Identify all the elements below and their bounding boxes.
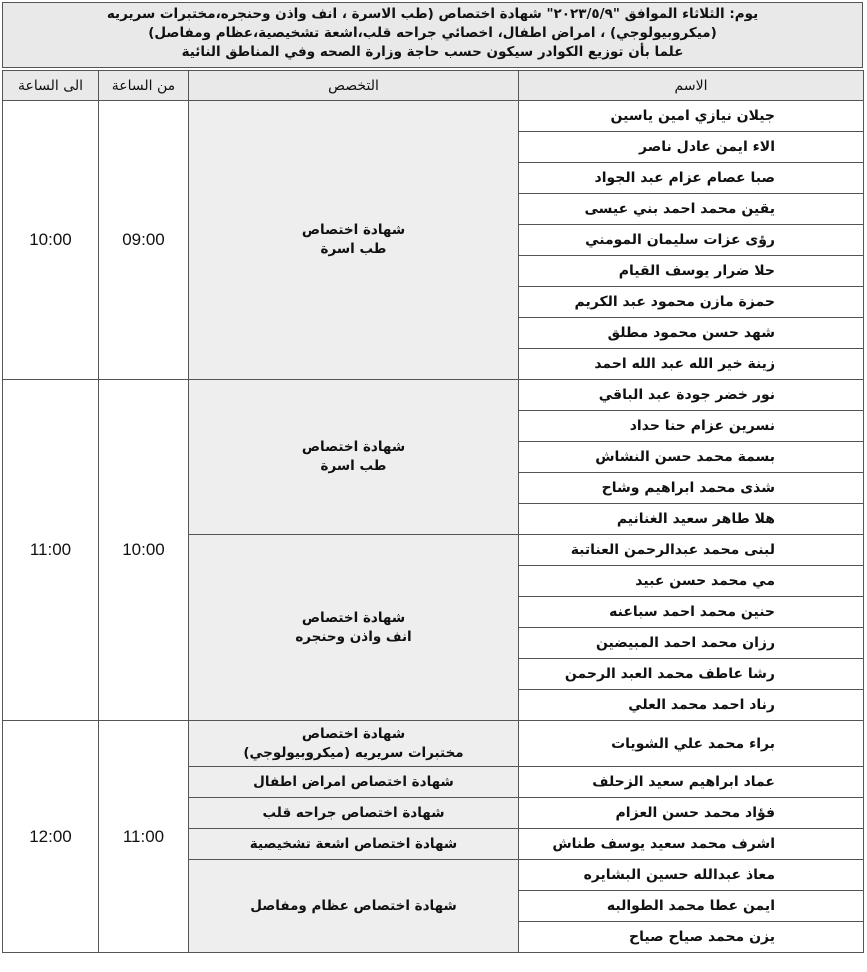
person-name: رؤى عزات سليمان المومني: [519, 225, 864, 256]
person-name: شهد حسن محمود مطلق: [519, 318, 864, 349]
table-row: [3, 101, 864, 132]
person-name: زينة خير الله عبد الله احمد: [519, 349, 864, 380]
schedule-page: [2, 2, 865, 968]
specialty-line: شهادة اختصاص امراض اطفال: [253, 773, 454, 790]
person-name: شذى محمد ابراهيم وشاح: [519, 473, 864, 504]
specialty-line: شهادة اختصاص اشعة تشخيصية: [249, 835, 458, 852]
specialty-cell: [189, 101, 519, 380]
person-name: ايمن عطا محمد الطوالبه: [519, 891, 864, 922]
table-row: [3, 721, 864, 767]
person-name: رزان محمد احمد المبيضين: [519, 628, 864, 659]
person-name: معاذ عبدالله حسين البشايره: [519, 860, 864, 891]
time-from: 09:00: [99, 101, 189, 380]
specialty-line: شهادة اختصاص: [301, 725, 406, 742]
specialty-cell: [189, 829, 519, 860]
specialty-cell: [189, 860, 519, 953]
person-name: حلا ضرار يوسف القيام: [519, 256, 864, 287]
column-header-specialty: التخصص: [189, 71, 519, 101]
header-line-1: يوم: الثلاثاء الموافق "٢٠٢٣/٥/٩" شهادة اختصاص (طب الاسرة ، انف واذن وحنجره،مختبرات سريريه: [106, 6, 759, 22]
column-header-name: الاسم: [519, 71, 864, 101]
specialty-line: شهادة اختصاص جراحه قلب: [262, 804, 445, 821]
specialty-line: طب اسرة: [320, 241, 387, 257]
person-name: جيلان نيازي امين ياسين: [519, 101, 864, 132]
person-name: هلا طاهر سعيد الغنانيم: [519, 504, 864, 535]
time-from: 10:00: [99, 380, 189, 721]
table-header-row: [3, 71, 864, 101]
person-name: يقين محمد احمد بني عيسى: [519, 194, 864, 225]
column-header-to: الى الساعة: [3, 71, 99, 101]
specialty-line: انف واذن وحنجره: [295, 628, 412, 645]
specialty-line: شهادة اختصاص: [301, 609, 406, 626]
person-name: حنين محمد احمد سباعنه: [519, 597, 864, 628]
person-name: الاء ايمن عادل ناصر: [519, 132, 864, 163]
specialty-cell: [189, 535, 519, 721]
person-name: يزن محمد صياح صياح: [519, 922, 864, 953]
person-name: نور خضر جودة عبد الباقي: [519, 380, 864, 411]
specialty-line: شهادة اختصاص: [301, 222, 406, 238]
person-name: نسرين عزام حنا حداد: [519, 411, 864, 442]
person-name: صبا عصام عزام عبد الجواد: [519, 163, 864, 194]
specialty-line: مختبرات سريريه (ميكروبيولوجي): [243, 744, 464, 761]
header-line-3: علما بأن توزيع الكوادر سيكون حسب حاجة وزارة الصحه وفي المناطق النائية: [181, 44, 684, 60]
person-name: حمزة مازن محمود عبد الكريم: [519, 287, 864, 318]
header-line-2: (ميكروبيولوجي) ، امراض اطفال، اخصائي جراحه قلب،اشعة تشخيصية،عظام ومفاصل): [148, 25, 717, 41]
time-to: 11:00: [3, 380, 99, 721]
specialty-cell: [189, 380, 519, 535]
specialty-cell: [189, 721, 519, 767]
specialty-cell: [189, 798, 519, 829]
schedule-table: [2, 70, 864, 953]
time-to: 12:00: [3, 721, 99, 953]
person-name: بسمة محمد حسن النشاش: [519, 442, 864, 473]
person-name: لبنى محمد عبدالرحمن العناتبة: [519, 535, 864, 566]
specialty-line: شهادة اختصاص: [301, 439, 406, 455]
person-name: عماد ابراهيم سعيد الزحلف: [519, 767, 864, 798]
person-name: مي محمد حسن عبيد: [519, 566, 864, 597]
specialty-line: شهادة اختصاص عظام ومفاصل: [250, 897, 457, 914]
specialty-cell: [189, 767, 519, 798]
time-from: 11:00: [99, 721, 189, 953]
person-name: رناد احمد محمد العلي: [519, 690, 864, 721]
person-name: رشا عاطف محمد العبد الرحمن: [519, 659, 864, 690]
specialty-line: طب اسرة: [320, 458, 387, 474]
time-to: 10:00: [3, 101, 99, 380]
table-row: [3, 380, 864, 411]
person-name: براء محمد علي الشويات: [519, 721, 864, 767]
schedule-header: [2, 2, 863, 68]
person-name: فؤاد محمد حسن العزام: [519, 798, 864, 829]
schedule-body: [3, 101, 864, 953]
column-header-from: من الساعة: [99, 71, 189, 101]
person-name: اشرف محمد سعيد يوسف طناش: [519, 829, 864, 860]
